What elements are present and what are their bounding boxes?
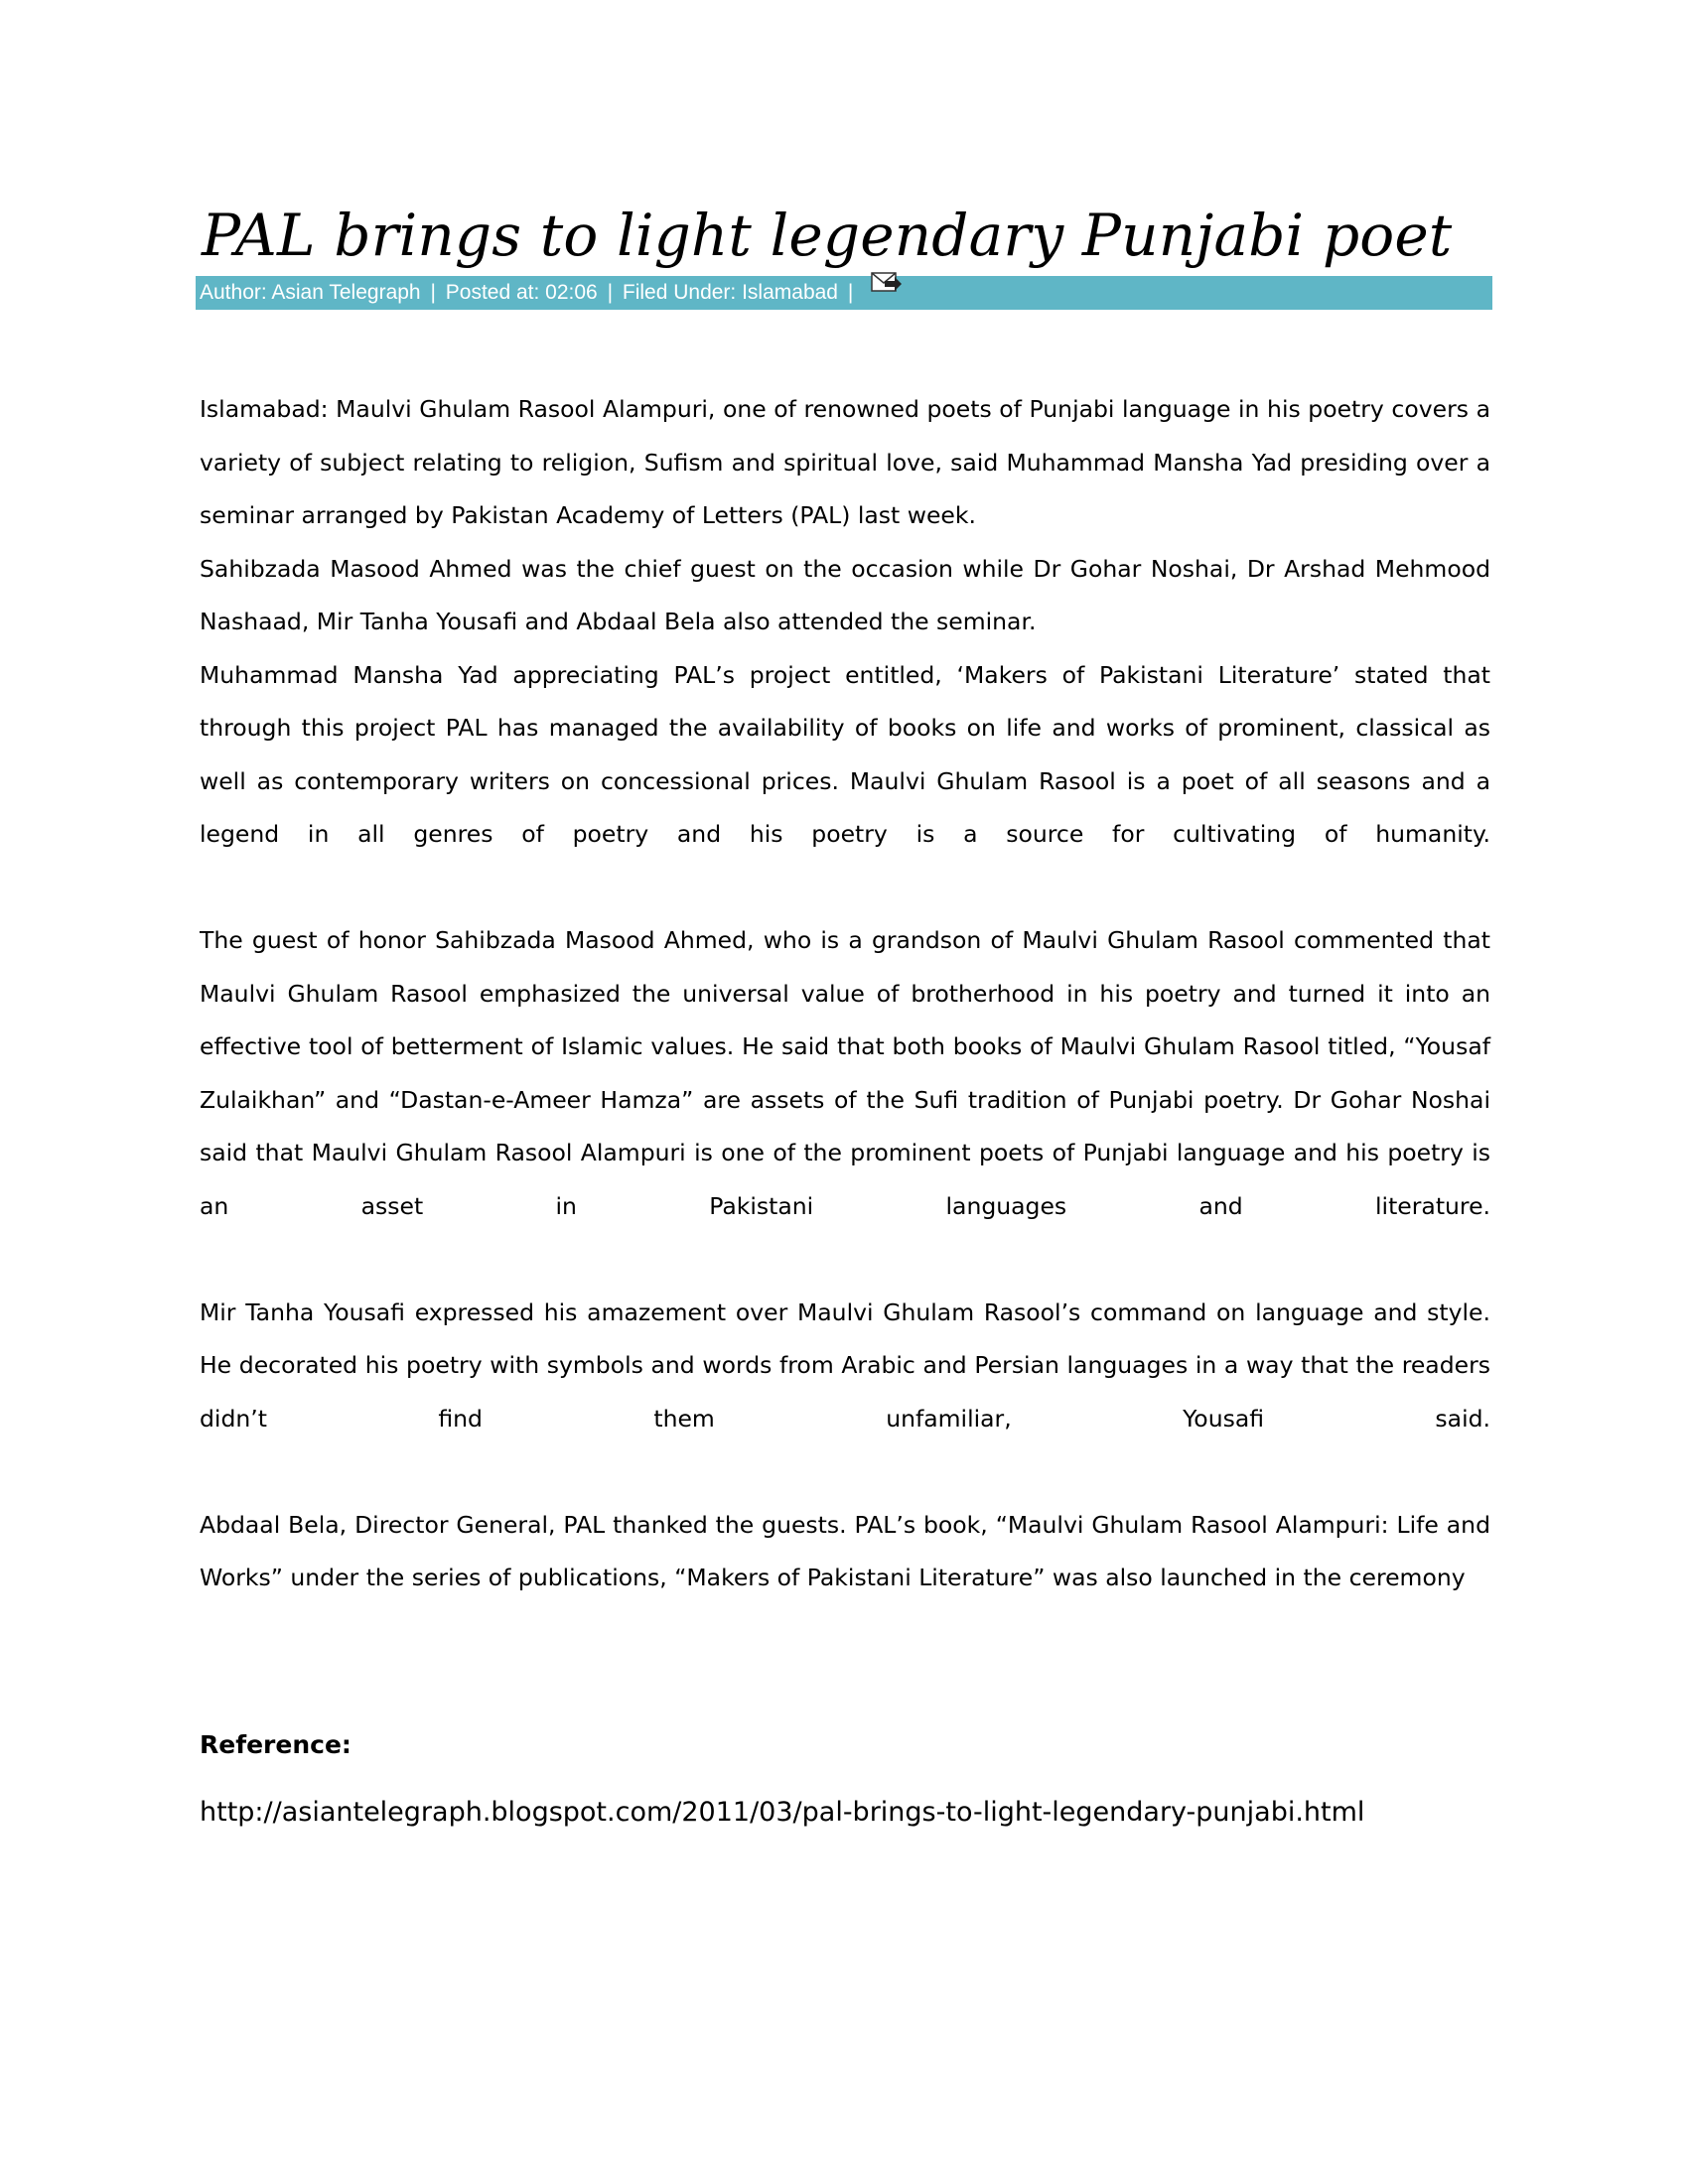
- email-forward-icon[interactable]: [871, 271, 903, 306]
- article-body: [200, 383, 1490, 1605]
- posted-time-label: Posted at: 02:06: [445, 281, 598, 304]
- article-title: PAL brings to light legendary Punjabi poet: [202, 202, 1453, 269]
- paragraph-intro: Islamabad: Maulvi Ghulam Rasool Alampuri, one of renowned poets of Punjabi language in his poetry covers a variety of subject relating to religion, Sufism and spiritual love, said Muhammad Mansha Yad presiding over a seminar arranged by Pakistan Academy of Letters (PAL) last week.: [200, 395, 1490, 529]
- reference-link[interactable]: http://asiantelegraph.blogspot.com/2011/03/pal-brings-to-light-legendary-punjabi.html: [200, 1797, 1365, 1828]
- paragraph-spacer: [200, 862, 1490, 915]
- filed-under-label: Filed Under: Islamabad: [622, 281, 838, 304]
- meta-separator: |: [430, 281, 436, 304]
- paragraph-closing: Abdaal Bela, Director General, PAL thanked the guests. PAL’s book, “Maulvi Ghulam Rasool Alampuri: Life and Works” under the series of publications, “Makers of Pakistani Literature” was also launched in the ceremony: [200, 1510, 1490, 1591]
- paragraph-spacer: [200, 1233, 1490, 1287]
- paragraph-attendees: Sahibzada Masood Ahmed was the chief guest on the occasion while Dr Gohar Noshai, Dr Arshad Mehmood Nashaad, Mir Tanha Yousafi and Abdaal Bela also attended the seminar.: [200, 554, 1490, 635]
- paragraph-spacer: [200, 1445, 1490, 1499]
- paragraph-guest-of-honor: The guest of honor Sahibzada Masood Ahmed, who is a grandson of Maulvi Ghulam Rasool commented that Maulvi Ghulam Rasool emphasized the universal value of brotherhood in his poetry and turned it into an effective tool of betterment of Islamic values. He said that both books of Maulvi Ghulam Rasool titled, “Yousaf Zulaikhan” and “Dastan-e-Ameer Hamza” are assets of the Sufi tradition of Punjabi poetry. Dr Gohar Noshai said that Maulvi Ghulam Rasool Alampuri is one of the prominent poets of Punjabi language and his poetry is an asset in Pakistani languages and literature.: [200, 926, 1490, 1220]
- meta-separator: |: [847, 281, 854, 304]
- reference-heading: Reference:: [200, 1730, 352, 1759]
- meta-separator: |: [607, 281, 614, 304]
- author-label: Author: Asian Telegraph: [200, 281, 421, 304]
- paragraph-yousafi: Mir Tanha Yousafi expressed his amazement over Maulvi Ghulam Rasool’s command on language and style. He decorated his poetry with symbols and words from Arabic and Persian languages in a way that the readers didn’t find them unfamiliar, Yousafi said.: [200, 1297, 1490, 1433]
- article-meta-bar: [196, 276, 1492, 310]
- paragraph-project: Muhammad Mansha Yad appreciating PAL’s project entitled, ‘Makers of Pakistani Literature’ stated that through this project PAL has managed the availability of books on life and works of prominent, classical as well as contemporary writers on concessional prices. Maulvi Ghulam Rasool is a poet of all seasons and a legend in all genres of poetry and his poetry is a source for cultivating of humanity.: [200, 660, 1490, 848]
